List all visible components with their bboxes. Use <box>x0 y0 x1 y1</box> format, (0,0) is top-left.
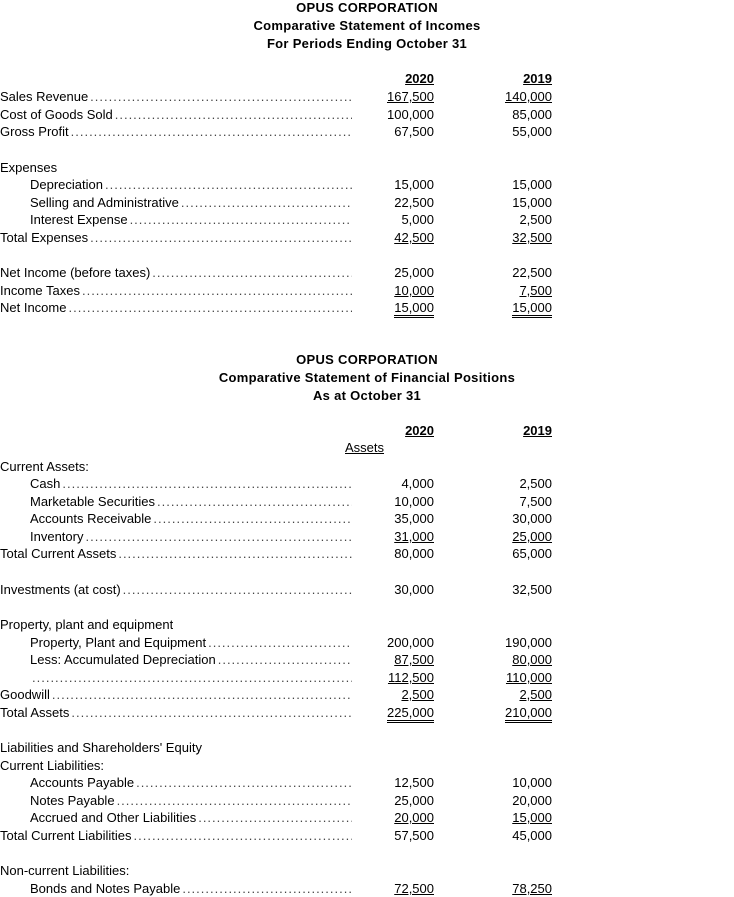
position-row: Property, Plant and Equipment ..... 200,000 190,000 <box>0 634 734 651</box>
position-section-label: Non-current Liabilities: <box>0 863 130 878</box>
income-row: Interest Expense ..... 5,000 2,500 <box>0 211 734 228</box>
income-row: Total Expenses ..... 42,500 32,500 <box>0 229 734 246</box>
position-section-label: Liabilities and Shareholders' Equity <box>0 740 202 755</box>
position-row: Bonds and Notes Payable ..... 72,500 78,250 <box>0 880 734 897</box>
company-name-position: OPUS CORPORATION <box>296 352 438 367</box>
position-row: Accrued and Other Liabilities ..... 20,000 15,000 <box>0 809 734 826</box>
position-row: Total Current Assets ..... 80,000 65,000 <box>0 545 734 562</box>
income-period: For Periods Ending October 31 <box>266 36 468 51</box>
position-row: Goodwill ..... 2,500 2,500 <box>0 686 734 703</box>
position-section-label: Current Liabilities: <box>0 758 105 773</box>
assets-label: Assets <box>345 440 385 455</box>
position-row: Notes Payable ..... 25,000 20,000 <box>0 792 734 809</box>
position-year-2019: 2019 <box>523 423 552 438</box>
income-title: Comparative Statement of Incomes <box>253 18 481 33</box>
position-row: Accounts Receivable ..... 35,000 30,000 <box>0 510 734 527</box>
position-row: Less: Accumulated Depreciation ..... 87,500 80,000 <box>0 651 734 668</box>
position-row: Total Assets ..... 225,000 210,000 <box>0 704 734 721</box>
income-row: Income Taxes ..... 10,000 7,500 <box>0 282 734 299</box>
income-row: Selling and Administrative ..... 22,500 15,000 <box>0 194 734 211</box>
income-row: Gross Profit ..... 67,500 55,000 <box>0 123 734 140</box>
position-row: Marketable Securities ..... 10,000 7,500 <box>0 493 734 510</box>
income-row: Sales Revenue ..... 167,500 140,000 <box>0 88 734 105</box>
position-row: Total Current Liabilities ..... 57,500 45,000 <box>0 827 734 844</box>
income-row: Cost of Goods Sold ..... 100,000 85,000 <box>0 106 734 123</box>
company-name-income: OPUS CORPORATION <box>296 0 438 15</box>
position-row: Accounts Payable ..... 12,500 10,000 <box>0 774 734 791</box>
position-period: As at October 31 <box>312 388 422 403</box>
income-section-label: Expenses <box>0 160 58 175</box>
position-row: Inventory ..... 31,000 25,000 <box>0 528 734 545</box>
position-title: Comparative Statement of Financial Positions <box>218 370 516 385</box>
income-year-2020: 2020 <box>405 71 434 86</box>
income-row: Net Income ..... 15,000 15,000 <box>0 299 734 316</box>
position-year-2020: 2020 <box>405 423 434 438</box>
income-row: Net Income (before taxes) ..... 25,000 22,500 <box>0 264 734 281</box>
position-section-label: Current Assets: <box>0 459 89 474</box>
position-row: ..... 112,500 110,000 <box>0 669 734 686</box>
income-row: Depreciation ..... 15,000 15,000 <box>0 176 734 193</box>
income-year-2019: 2019 <box>523 71 552 86</box>
position-row: Investments (at cost) ..... 30,000 32,500 <box>0 581 734 598</box>
position-section-label: Property, plant and equipment <box>0 617 174 632</box>
position-row: Cash ..... 4,000 2,500 <box>0 475 734 492</box>
